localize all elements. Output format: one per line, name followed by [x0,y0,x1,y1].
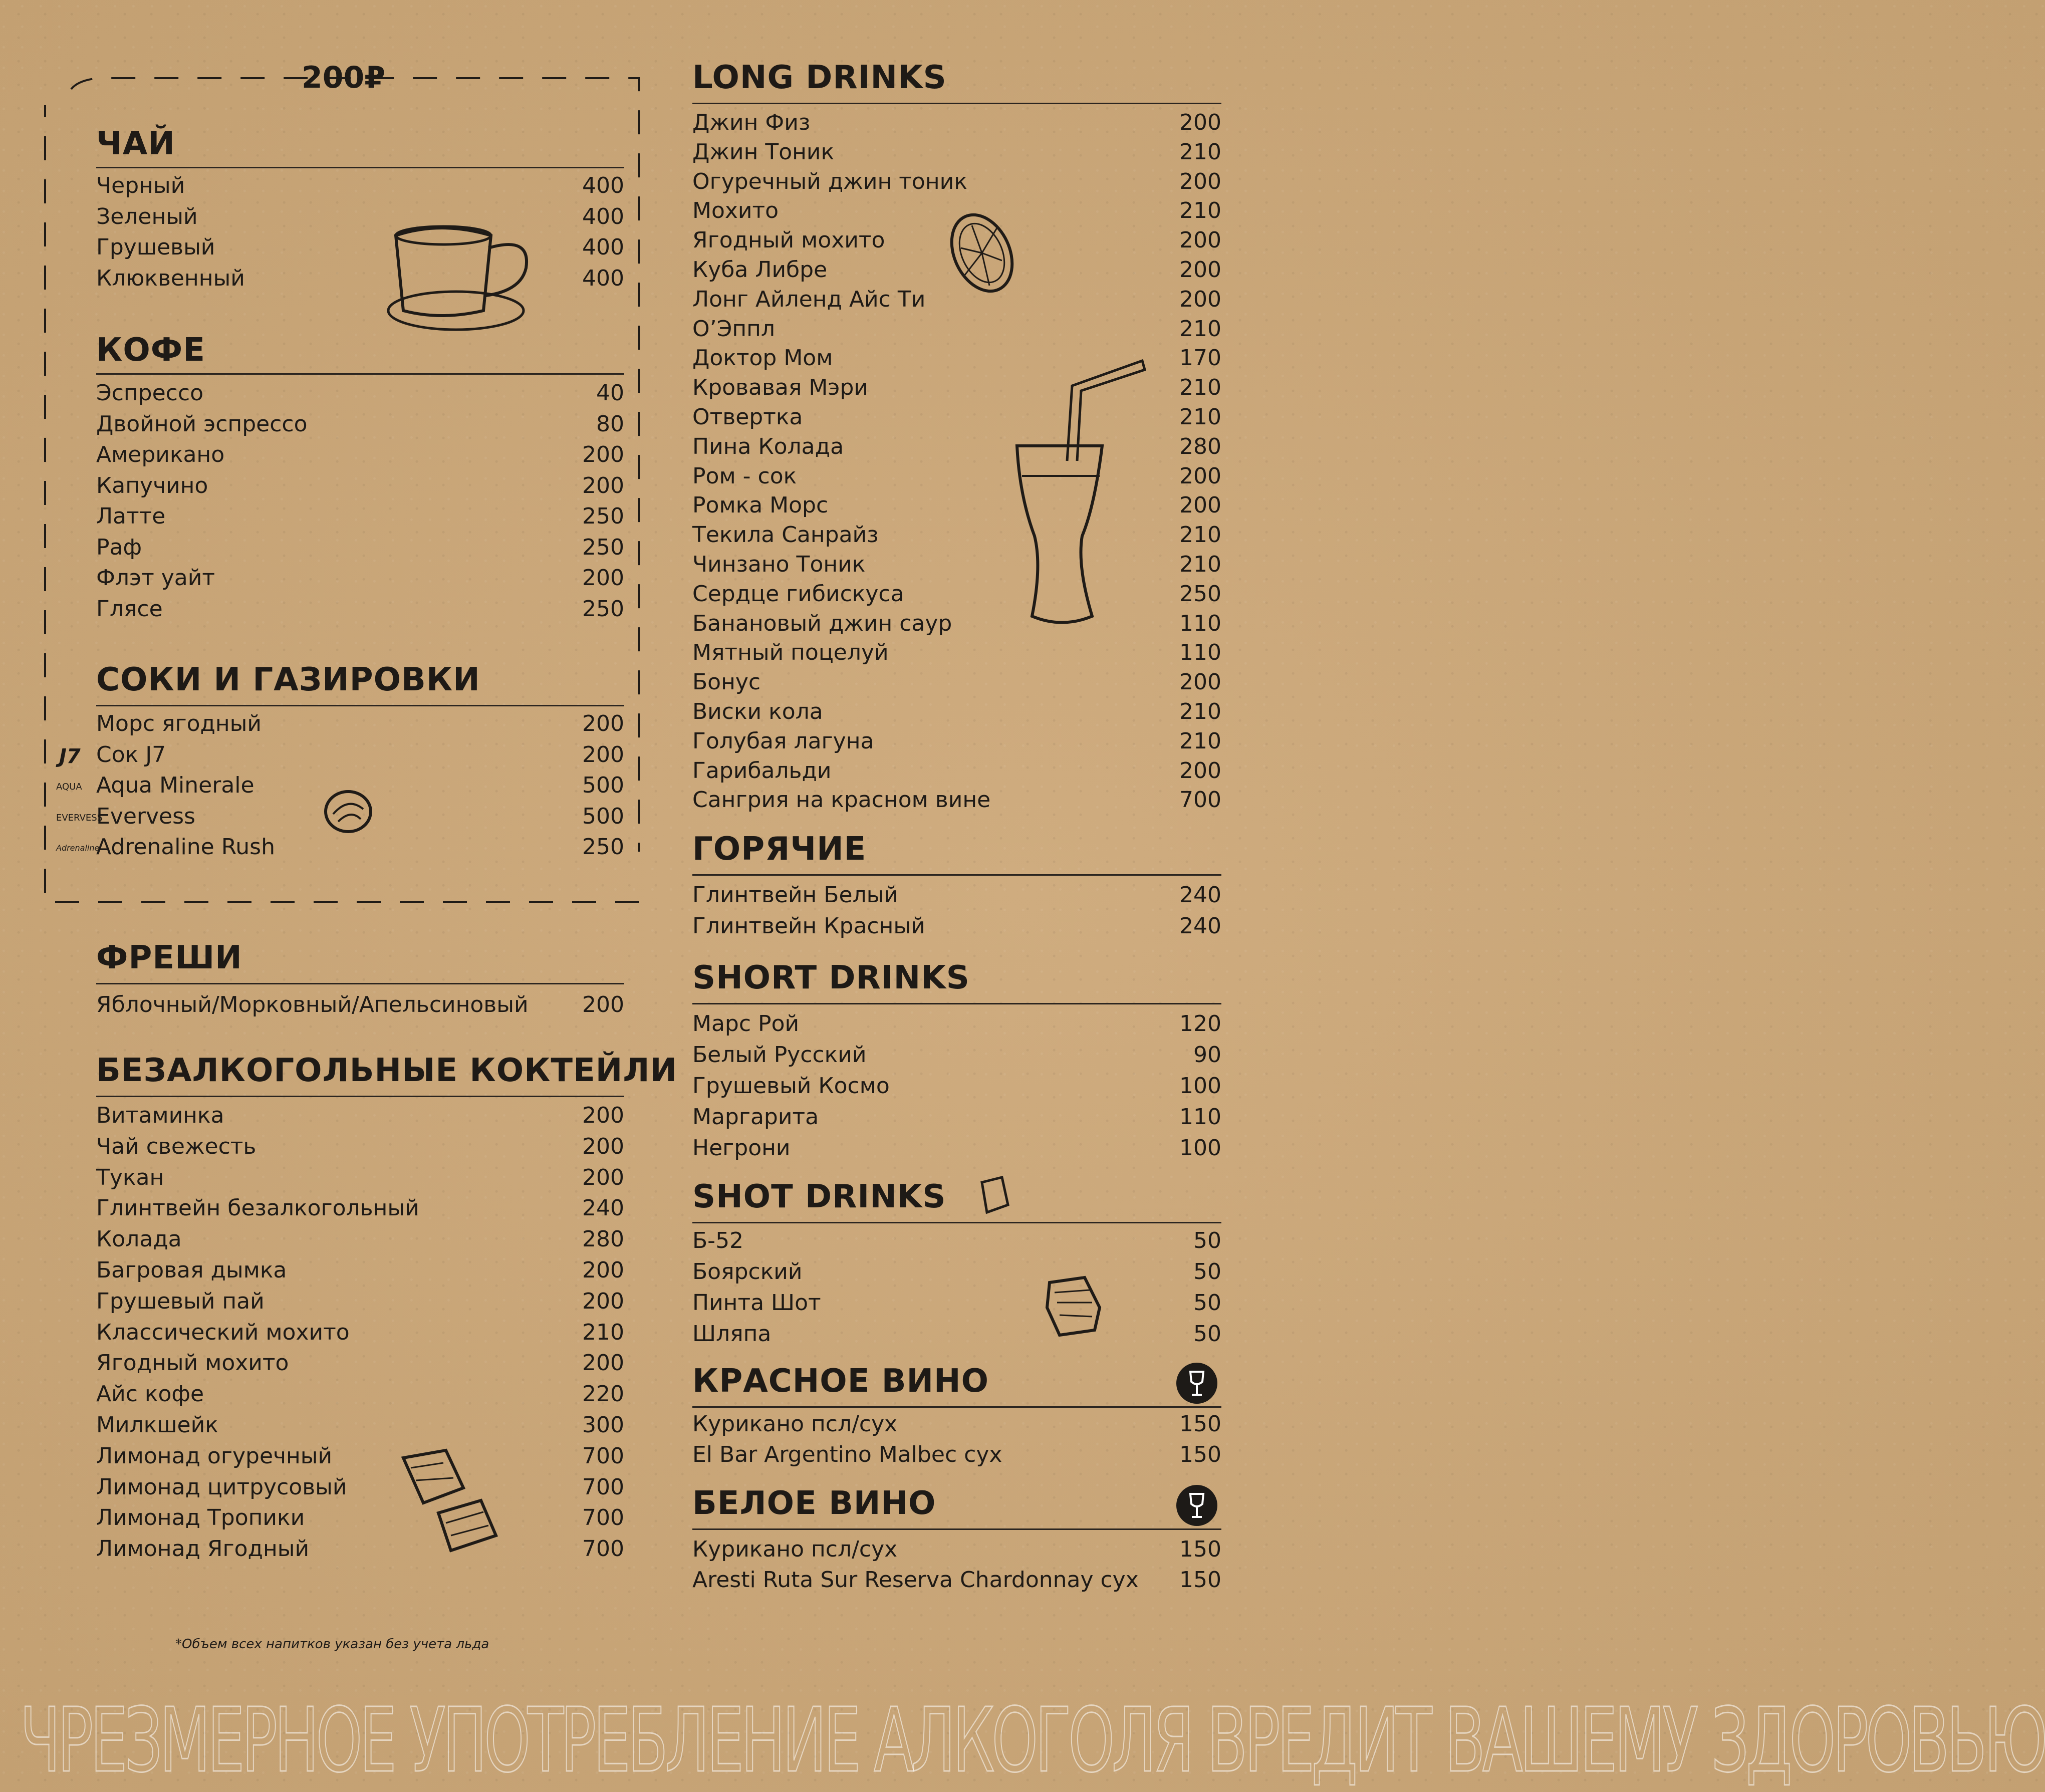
item-name: Ягодный мохито [96,1350,289,1376]
item-price: 400 [582,265,624,291]
menu-item [692,789,1221,811]
menu-item [96,1319,624,1345]
menu-item [96,1228,624,1250]
item-name: Мохито [692,198,779,224]
item-name: Куба Либре [692,257,828,283]
item-name: Лимонад Тропики [96,1505,305,1531]
menu-item [692,642,1221,664]
section-divider [692,874,1221,876]
item-price: 200 [1179,757,1221,784]
menu-item [692,318,1221,340]
fresh-title: ФРЕШИ [96,939,242,976]
item-name: Лонг Айленд Айс Ти [692,286,926,312]
item-price: 700 [582,1443,624,1469]
item-price: 400 [582,234,624,260]
item-price: 90 [1193,1042,1221,1068]
item-name: Морс ягодный [96,711,262,736]
item-price: 150 [1179,1411,1221,1437]
item-price: 110 [1179,640,1221,666]
menu-item [96,713,624,735]
item-price: 170 [1179,345,1221,371]
item-price: 200 [582,711,624,736]
item-name: Белый Русский [692,1042,867,1068]
item-price: 210 [1179,404,1221,430]
hot-title: ГОРЯЧИЕ [692,831,867,868]
item-name: Огуречный джин тоник [692,168,967,194]
section-divider [96,705,624,706]
shot-drinks-title: SHOT DRINKS [692,1178,946,1215]
menu-item [692,701,1221,723]
item-price: 700 [582,1505,624,1531]
menu-item [692,1106,1221,1128]
item-price: 700 [1179,787,1221,813]
footnote: *Объем всех напитков указан без учета льда [175,1637,489,1652]
item-price: 110 [1179,1104,1221,1130]
item-price: 240 [1179,882,1221,908]
item-name: Сангрия на красном вине [692,787,991,813]
item-name: Сердце гибискуса [692,581,904,607]
cocktail-glass-icon [1007,356,1157,636]
menu-item [692,168,1221,194]
item-name: Ромка Морс [692,492,829,519]
menu-item [96,1538,624,1560]
item-name: Пинта Шот [692,1290,821,1316]
menu-item [692,1013,1221,1035]
item-price: 210 [1179,316,1221,342]
item-price: 210 [1179,699,1221,724]
wine-glass-icon [1176,1363,1217,1404]
item-price: 200 [582,472,624,498]
item-price: 120 [1179,1011,1221,1037]
item-name: Виски кола [692,699,823,724]
item-name: Б-52 [692,1228,744,1253]
menu-item [96,598,624,620]
item-price: 200 [1179,227,1221,253]
item-name: Банановый джин саур [692,610,952,636]
item-price: 200 [1179,110,1221,135]
menu-item [692,1569,1221,1591]
section-divider [96,983,624,984]
tea-title: ЧАЙ [96,125,175,162]
item-price: 700 [582,1536,624,1562]
item-price: 150 [1179,1537,1221,1562]
menu-item [96,836,624,858]
menu-item [96,203,624,229]
menu-item [692,1323,1221,1345]
menu-item [96,1445,624,1467]
item-name: Грушевый Космо [692,1073,890,1099]
item-price: 250 [1179,581,1221,607]
menu-item [96,1352,624,1374]
item-name: Aqua Minerale [96,773,254,798]
item-name: El Bar Argentino Malbec сух [692,1442,1002,1467]
item-name: Adrenaline Rush [96,834,275,860]
item-name: Глясе [96,596,163,622]
item-price: 50 [1193,1321,1221,1347]
ice-cubes-icon [1045,1272,1105,1338]
menu-item [692,757,1221,784]
section-divider [96,1096,624,1097]
item-name: Ром - сок [692,463,797,489]
item-price: 400 [582,203,624,229]
menu-item [692,1137,1221,1159]
item-name: Чай свежесть [96,1133,257,1159]
ice-cubes-icon [396,1448,501,1558]
item-price: 200 [582,1133,624,1159]
item-name: Мятный поцелуй [692,640,889,666]
section-divider [692,1222,1221,1223]
section-divider [692,1003,1221,1004]
item-price: 200 [1179,286,1221,312]
item-name: Марс Рой [692,1011,800,1037]
item-name: Грушевый [96,234,215,260]
item-name: Глинтвейн безалкогольный [96,1195,419,1221]
item-price: 200 [582,992,624,1017]
item-price: 210 [1179,198,1221,224]
menu-item [692,112,1221,134]
item-price: 150 [1179,1442,1221,1467]
brand-logo-icon: EVERVESS [56,812,103,823]
item-price: 200 [582,1164,624,1190]
item-name: Боярский [692,1259,803,1285]
item-name: Чинзано Тоник [692,552,866,577]
item-name: Отвертка [692,404,803,430]
item-price: 210 [582,1319,624,1345]
ice-cube-icon [977,1175,1012,1215]
item-name: Лимонад огуречный [96,1443,333,1469]
item-price: 200 [582,565,624,591]
item-name: Раф [96,534,142,560]
menu-item [96,1507,624,1529]
item-name: О’Эппл [692,316,775,342]
item-price: 100 [1179,1135,1221,1161]
item-name: Джин Физ [692,110,811,135]
item-name: Глинтвейн Белый [692,882,899,908]
menu-item [96,741,624,767]
item-name: Лимонад Ягодный [96,1536,310,1562]
menu-item [96,444,624,466]
item-name: Двойной эспрессо [96,411,308,437]
menu-item [96,1288,624,1314]
menu-item [96,1164,624,1190]
item-name: Яблочный/Морковный/Апельсиновый [96,992,529,1017]
item-price: 80 [596,411,624,437]
item-name: Aresti Ruta Sur Reserva Chardonnay сух [692,1567,1139,1593]
section-divider [692,1528,1221,1530]
item-name: Evervess [96,803,195,829]
item-name: Эспрессо [96,380,203,406]
item-price: 200 [582,1288,624,1314]
item-price: 280 [582,1226,624,1252]
item-name: Витаминка [96,1103,224,1128]
item-name: Бонус [692,669,761,695]
item-price: 200 [582,442,624,467]
item-name: Милкшейк [96,1412,218,1438]
menu-item [692,1413,1221,1435]
item-price: 240 [1179,913,1221,939]
juices-title: СОКИ И ГАЗИРОВКИ [96,661,480,698]
brand-logo-icon: J7 [59,744,81,768]
item-price: 400 [582,173,624,198]
item-name: Курикано псл/сух [692,1411,898,1437]
menu-item [96,472,624,498]
brand-logo-icon: Adrenaline [56,843,100,853]
menu-item [96,265,624,291]
short-drinks-title: SHORT DRINKS [692,959,970,996]
item-price: 200 [582,1103,624,1128]
tea-cup-icon [381,220,541,341]
menu-item [692,884,1221,906]
item-price: 200 [582,741,624,767]
item-name: Черный [96,173,185,198]
menu-item [96,382,624,404]
long-drinks-title: LONG DRINKS [692,59,947,96]
menu-item [692,1261,1221,1283]
item-price: 250 [582,503,624,529]
item-name: Кровавая Мэри [692,375,868,401]
item-price: 50 [1193,1228,1221,1253]
menu-item [692,141,1221,163]
lemon-slice-icon [942,205,1022,301]
section-divider [96,167,624,168]
item-name: Доктор Мом [692,345,833,371]
item-name: Капучино [96,472,208,498]
item-name: Флэт уайт [96,565,215,591]
item-name: Маргарита [692,1104,819,1130]
menu-item [96,567,624,589]
menu-item [96,534,624,560]
item-price: 210 [1179,139,1221,165]
item-name: Ягодный мохито [692,227,885,253]
item-name: Текила Санрайз [692,522,879,548]
item-price: 50 [1193,1259,1221,1285]
section-divider [96,373,624,375]
white-wine-title: БЕЛОЕ ВИНО [692,1485,936,1522]
menu-item [96,1197,624,1219]
item-name: Колада [96,1226,182,1252]
item-name: Американо [96,442,225,467]
item-price: 210 [1179,728,1221,754]
brand-logo-icon: AQUA [56,782,82,792]
item-price: 500 [582,803,624,829]
item-name: Шляпа [692,1321,772,1347]
menu-item [96,236,624,259]
menu-item [96,1133,624,1159]
menu-item [692,1075,1221,1097]
item-price: 110 [1179,610,1221,636]
item-price: 150 [1179,1567,1221,1593]
item-price: 50 [1193,1290,1221,1316]
item-price: 220 [582,1381,624,1407]
menu-item [692,671,1221,693]
item-name: Сок J7 [96,741,166,767]
coffee-title: КОФЕ [96,332,205,369]
item-name: Зеленый [96,203,198,229]
item-price: 200 [1179,257,1221,283]
menu-item [96,413,624,435]
item-price: 100 [1179,1073,1221,1099]
item-price: 500 [582,773,624,798]
item-name: Негрони [692,1135,791,1161]
item-price: 700 [582,1474,624,1500]
item-name: Грушевый пай [96,1288,265,1314]
menu-item [96,1476,624,1498]
menu-item [692,730,1221,752]
item-name: Тукан [96,1164,164,1190]
item-price: 250 [582,596,624,622]
price-badge: 200₽ [302,60,385,95]
item-price: 210 [1179,552,1221,577]
item-price: 210 [1179,375,1221,401]
item-price: 210 [1179,522,1221,548]
mocktails-title: БЕЗАЛКОГОЛЬНЫЕ КОКТЕЙЛИ [96,1052,678,1089]
item-name: Клюквенный [96,265,245,291]
menu-item [692,1444,1221,1466]
item-name: Латте [96,503,166,529]
menu-item [96,175,624,197]
item-price: 280 [1179,433,1221,459]
item-price: 200 [582,1350,624,1376]
red-wine-title: КРАСНОЕ ВИНО [692,1363,989,1400]
item-price: 300 [582,1412,624,1438]
menu-item [692,915,1221,937]
item-name: Джин Тоник [692,139,835,165]
item-name: Курикано псл/сух [692,1537,898,1562]
menu-item [692,1539,1221,1561]
menu-item [96,994,624,1016]
menu-item [96,1105,624,1127]
item-name: Лимонад цитрусовый [96,1474,347,1500]
item-price: 200 [1179,463,1221,489]
item-name: Классический мохито [96,1319,350,1345]
item-name: Багровая дымка [96,1257,287,1283]
item-name: Глинтвейн Красный [692,913,925,939]
menu-item [692,1044,1221,1066]
item-name: Гарибальди [692,757,832,784]
item-price: 200 [1179,669,1221,695]
menu-item [96,1414,624,1436]
item-price: 200 [1179,492,1221,519]
menu-item [96,505,624,528]
health-warning: ЧРЕЗМЕРНОЕ УПОТРЕБЛЕНИЕ АЛКОГОЛЯ ВРЕДИТ ВАШЕМУ ЗДОРОВЬЮ [20,1688,2045,1792]
menu-item [96,1383,624,1405]
menu-item [96,1259,624,1282]
section-divider [692,1406,1221,1408]
item-name: Пина Колада [692,433,844,459]
wine-glass-icon [1176,1485,1217,1526]
item-price: 250 [582,534,624,560]
lime-wedge-icon [321,787,376,837]
item-name: Голубая лагуна [692,728,874,754]
item-price: 240 [582,1195,624,1221]
item-price: 40 [596,380,624,406]
item-price: 250 [582,834,624,860]
item-name: Айс кофе [96,1381,204,1407]
item-price: 200 [582,1257,624,1283]
item-price: 200 [1179,168,1221,194]
section-divider [692,103,1221,104]
menu-item [692,1292,1221,1314]
menu-item [692,1230,1221,1252]
